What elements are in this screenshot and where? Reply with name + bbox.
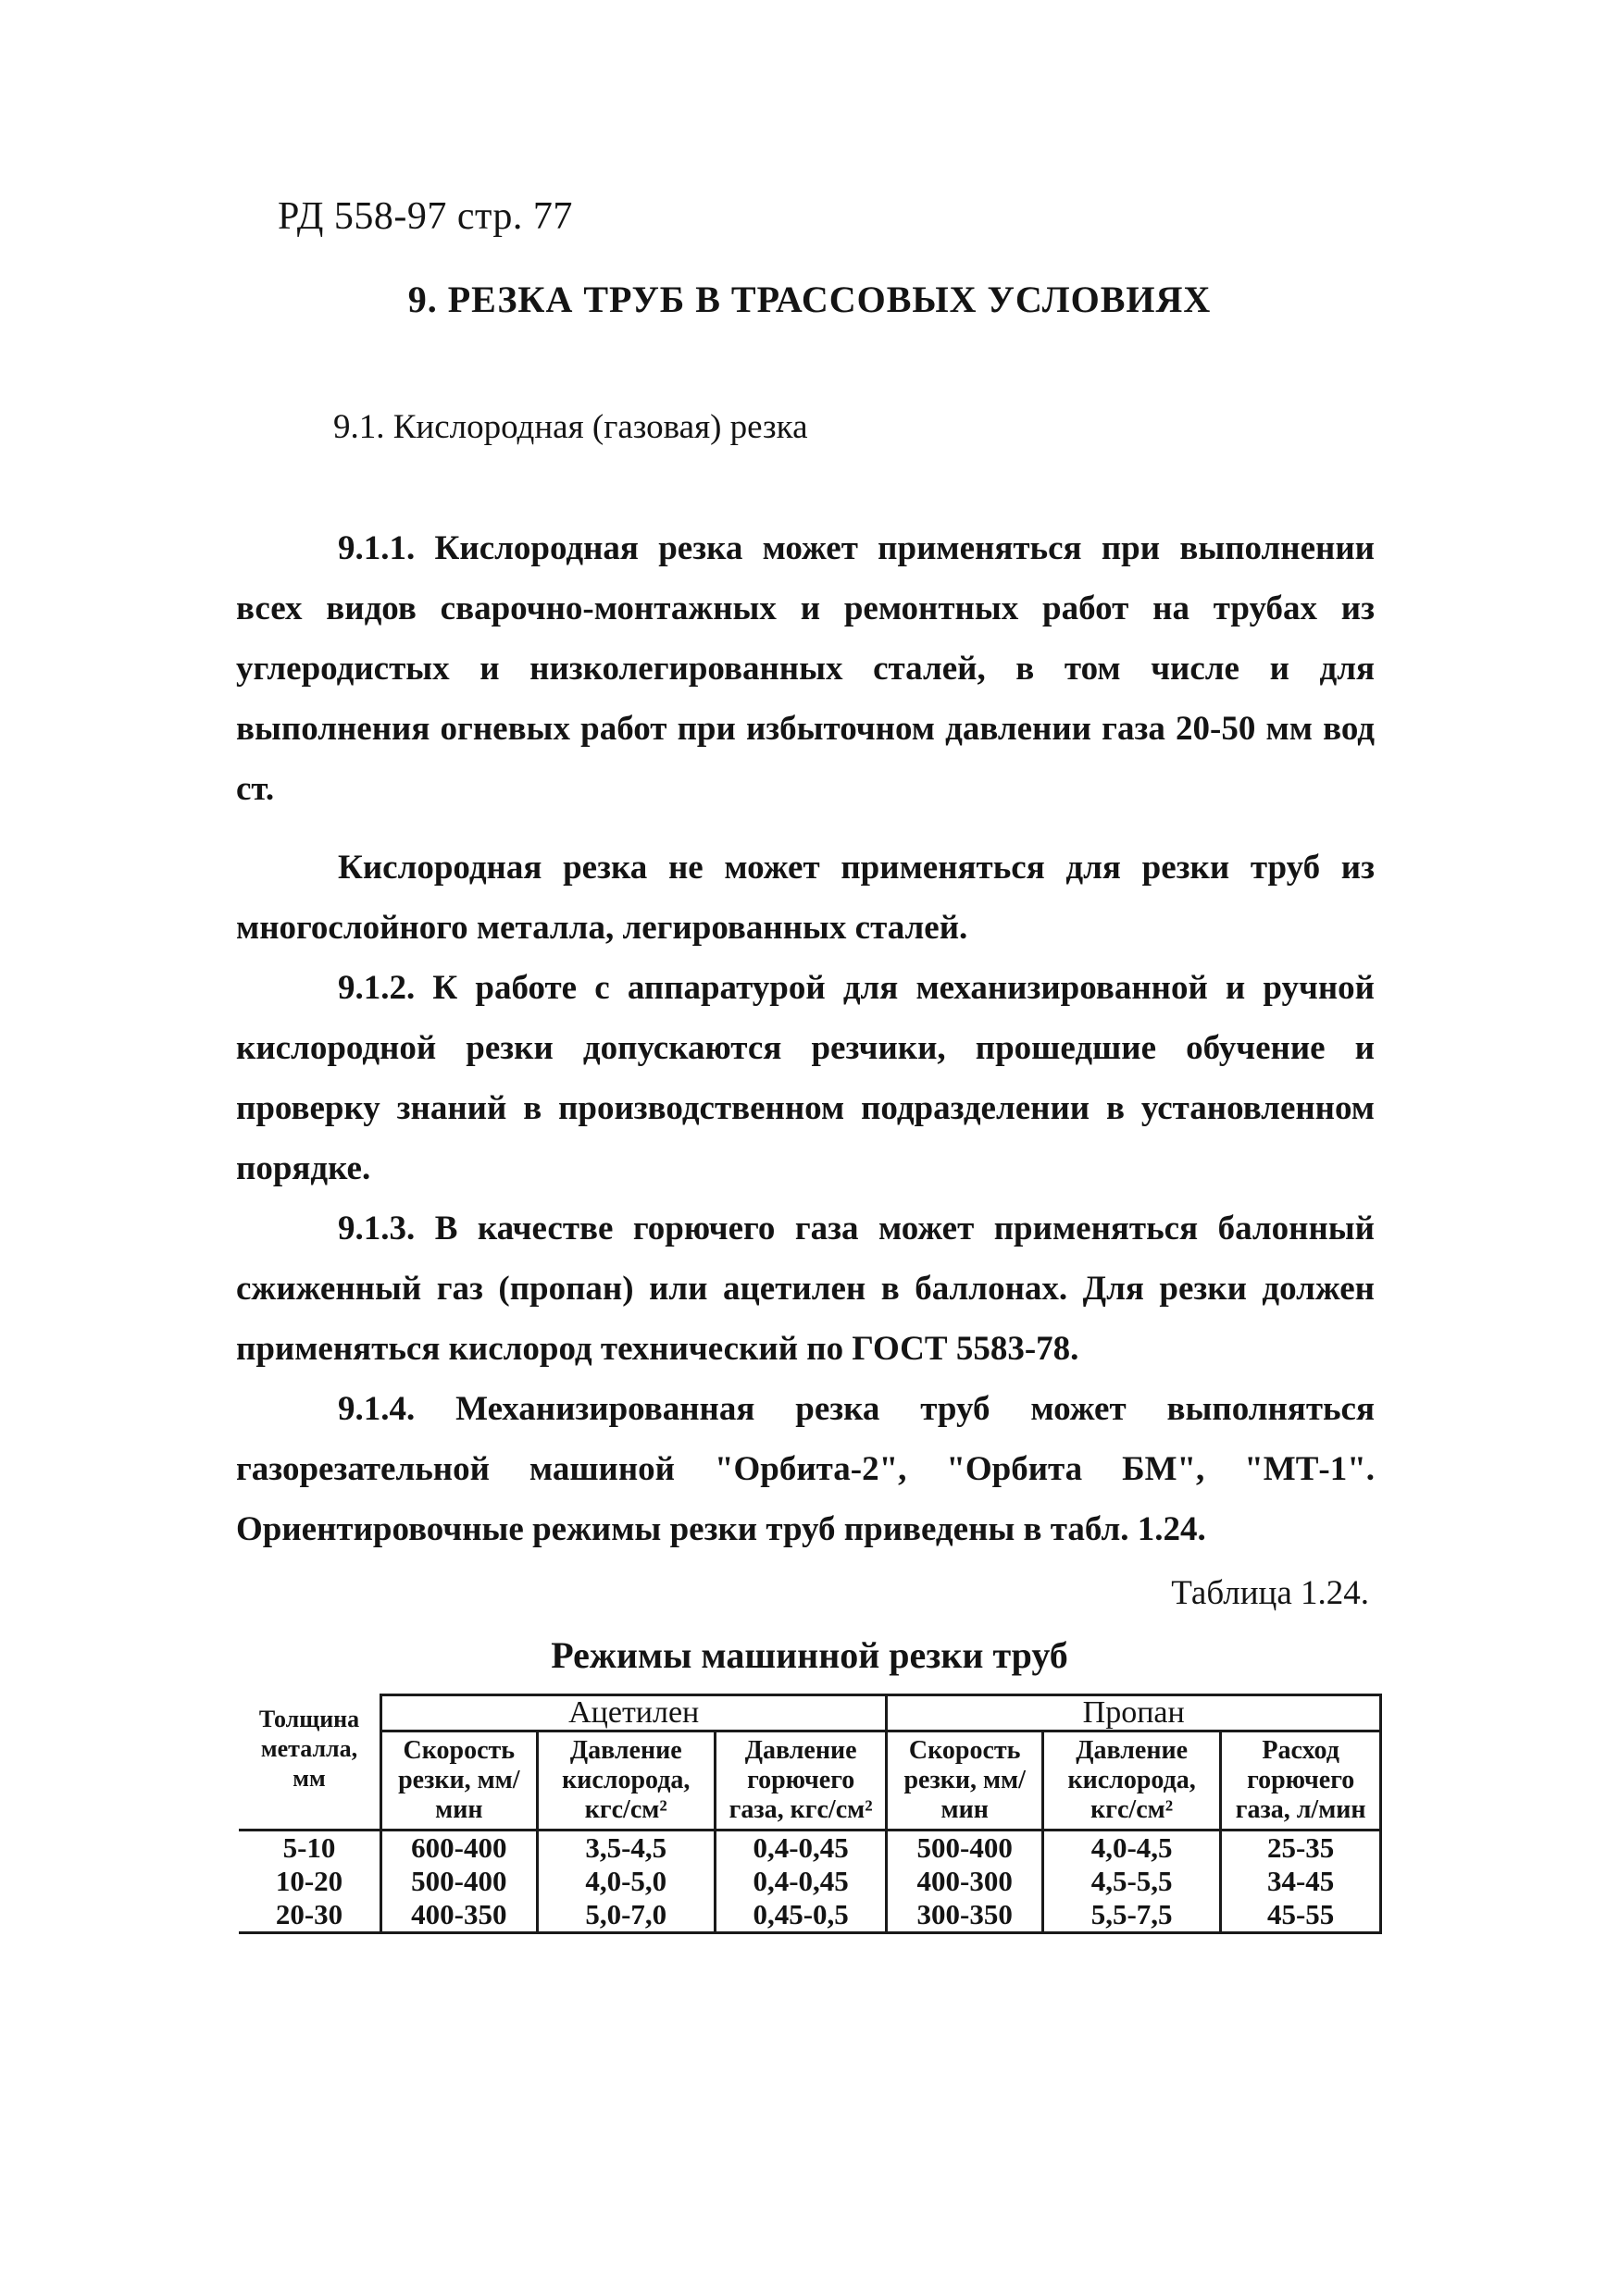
table-label: Таблица 1.24. [1171,1574,1369,1612]
paragraph-9-1-1 [236,518,1375,819]
cell-value: 5,0-7,0 [537,1898,715,1933]
cell-value: 4,5-5,5 [1042,1865,1220,1898]
cell-value: 500-400 [887,1831,1043,1866]
cell-thickness: 5-10 [239,1831,381,1866]
cell-value: 3,5-4,5 [537,1831,715,1866]
cell-value: 600-400 [381,1831,538,1866]
cell-value: 500-400 [381,1865,538,1898]
header-propane-cutting-speed: Скорость резки, мм/мин [887,1731,1043,1831]
paragraph-number: 9.1.3. [338,1210,416,1247]
table-row [239,1831,1381,1866]
paragraph-text: Кислородная резка может применяться при выполнении всех видов сварочно-монтажных и ремонтных работ на трубах из углеродистых и низколегированных сталей, в том числе и для выполнения огневых работ при избыточном давлении газа 20-50 мм вод ст. [236,529,1375,808]
cell-thickness: 10-20 [239,1865,381,1898]
paragraph-9-1-3 [236,1198,1375,1379]
table-row [239,1865,1381,1898]
header-propane-fuel-consumption: Расход горючего газа, л/мин [1221,1731,1381,1831]
paragraph-restriction [236,838,1375,958]
table-row [239,1898,1381,1933]
paragraph-text: Механизированная резка труб может выполняться газорезательной машиной "Орбита-2", "Орбита БМ", "МТ-1". Ориентировочные режимы резки труб приведены в табл. 1.24. [236,1390,1375,1548]
header-group-acetylene: Ацетилен [381,1695,887,1731]
paragraph-number: 9.1.2. [338,969,416,1007]
paragraph-text: К работе с аппаратурой для механизированной и ручной кислородной резки допускаются резчики, прошедшие обучение и проверку знаний в производственном подразделении в установленном порядке. [236,969,1375,1187]
cell-value: 25-35 [1221,1831,1381,1866]
paragraph-9-1-2 [236,958,1375,1198]
cell-value: 400-300 [887,1865,1043,1898]
header-metal-thickness: Толщина металла, мм [239,1695,381,1831]
cell-value: 34-45 [1221,1865,1381,1898]
paragraph-text: Кислородная резка не может применяться для резки труб из многослойного металла, легированных сталей. [236,849,1375,947]
header-acetylene-fuel-pressure: Давление горючего газа, кгс/см² [715,1731,887,1831]
cell-value: 300-350 [887,1898,1043,1933]
cutting-modes-table [239,1694,1382,1934]
subsection-title: 9.1. Кислородная (газовая) резка [333,408,808,446]
cell-value: 400-350 [381,1898,538,1933]
header-group-propane: Пропан [887,1695,1381,1731]
header-propane-oxygen-pressure: Давление кислорода, кгс/см² [1042,1731,1220,1831]
page-header: РД 558-97 стр. 77 [278,195,573,238]
table-subheader-row [239,1731,1381,1831]
cell-value: 4,0-4,5 [1042,1831,1220,1866]
paragraph-number: 9.1.1. [338,529,416,567]
cell-value: 5,5-7,5 [1042,1898,1220,1933]
cell-value: 0,45-0,5 [715,1898,887,1933]
cell-value: 4,0-5,0 [537,1865,715,1898]
paragraph-number: 9.1.4. [338,1390,416,1428]
paragraph-text: В качестве горючего газа может применяться балонный сжиженный газ (пропан) или ацетилен в баллонах. Для резки должен применяться кислород технический по ГОСТ 5583-78. [236,1210,1376,1368]
cell-value: 45-55 [1221,1898,1381,1933]
section-title: 9. РЕЗКА ТРУБ В ТРАССОВЫХ УСЛОВИЯХ [407,279,1212,320]
cell-value: 0,4-0,45 [715,1865,887,1898]
header-acetylene-cutting-speed: Скорость резки, мм/мин [381,1731,538,1831]
cell-thickness: 20-30 [239,1898,381,1933]
table-caption: Режимы машинной резки труб [551,1634,1068,1676]
paragraph-9-1-4 [236,1379,1375,1559]
cell-value: 0,4-0,45 [715,1831,887,1866]
header-acetylene-oxygen-pressure: Давление кислорода, кгс/см² [537,1731,715,1831]
table-header-row [239,1695,1381,1731]
